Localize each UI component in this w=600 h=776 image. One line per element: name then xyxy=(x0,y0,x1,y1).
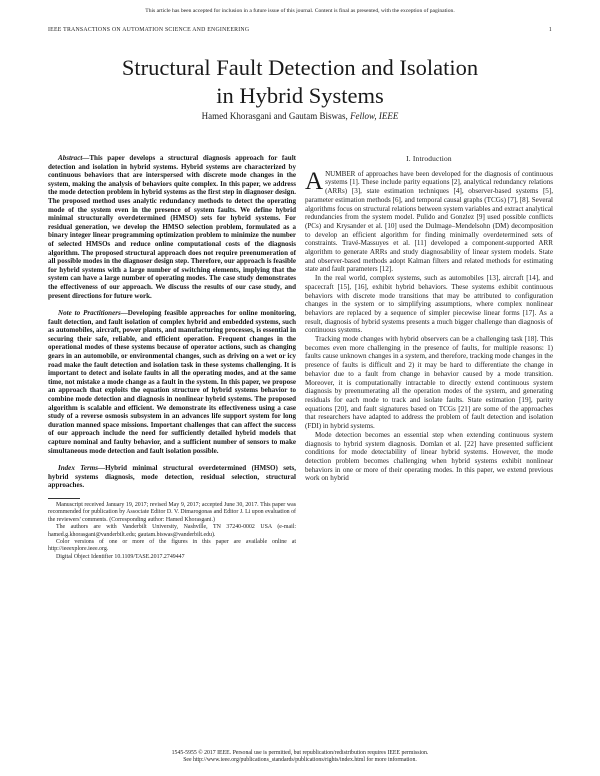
index-terms-label: Index Terms— xyxy=(58,464,106,473)
footnote-color: Color versions of one or more of the figures in this paper are available online at http://ieeexplore.ieee.org. xyxy=(48,539,296,553)
abstract-text: This paper develops a structural diagnosis approach for fault detection and isolation in hybrid systems. Hybrid systems are characterized by continuous behaviors that are interspersed with discrete mode changes in the system, making the analysis of behaviors quite complex. In this paper, we address the mode detection problem in hybrid systems as the first step in diagnoser design. The proposed method uses analytic redundancy methods to detect the operating mode of the system even in the presence of system faults. We define hybrid minimal structurally overdetermined (HMSO) sets for hybrid systems. For residual generation, we develop the HMSO selection problem, formulated as a binary integer linear programming optimization problem to minimize the number of selected HMSOs and reduce online computational costs of the diagnosis algorithm. The proposed structural approach does not require preenumeration of all possible modes in the diagnoser design step. Therefore, our approach is feasible for hybrid systems with a large number of switching elements, implying that the system can have a large number of operating modes. The case study demonstrates the effectiveness of our approach. We discuss the results of our case study, and present directions for future work. xyxy=(48,154,296,300)
right-column xyxy=(305,154,553,483)
intro-paragraph-3: Tracking mode changes with hybrid observers can be a challenging task [18]. This becomes even more challenging in the presence of faults, for multiple reasons: 1) faults cause unknown changes in a system, and therefore, tracking mode changes in the presence of faults is difficult and 2) it may be hard to differentiate the change in behavior due to a fault from change in behavior caused by a mode transition. Moreover, it is computationally intractable to directly extend continuous system diagnosis by preenumerating all the operation modes of the system, and generating residuals for each mode to track and isolate faults. State estimation [19], parity equations [20], and fault signatures based on TCGs [21] are some of the approaches that researchers have adapted to address the problem of fault detection and isolation (FDI) in hybrid systems. xyxy=(305,335,553,431)
paper-title xyxy=(48,54,552,110)
note-text: —Developing feasible approaches for online monitoring, fault detection, and fault isolation of complex hybrid and embedded systems, such as automobiles, aircraft, power plants, and manufacturing processes, is essential in securing their safe, reliable, and efficient operation. Frequent changes in the operational modes of these systems because of operator actions, such as changing gears in an automobile, or environmental changes, such as driving on a wet or icy road make the fault detection and isolation task in these systems challenging. It is important to detect and isolate faults in all the operating modes, and at the same time, not mistake a mode change as a fault in the system. In this paper, we propose an approach that exploits the equation structure of hybrid systems behavior to combine mode detection and diagnosis in nonlinear hybrid systems. The proposed algorithm is scalable and efficient. We demonstrate its effectiveness using a case study of a reverse osmosis subsystem in an advances life support system for long duration manned space missions. Important challenges that can affect the success of our approach include the need for sufficiently detailed hybrid models that capture nominal and faulty behavior, and a sufficient number of sensors to make simultaneous mode detection and fault isolation possible. xyxy=(48,309,296,455)
left-column xyxy=(48,154,296,561)
footnotes xyxy=(48,498,296,561)
intro-paragraph-2: In the real world, complex systems, such as automobiles [13], aircraft [14], and spacecraft [15], [16], exhibit hybrid behaviors. These systems exhibit continuous behaviors with discrete mode transitions that may be attributed to configuration changes in the system or to simplifying assumptions, where complex nonlinear behaviors are replaced by a sequence of simpler piecewise linear forms [17]. As a result, diagnosis of hybrid systems presents a much bigger challenge than diagnosis of continuous systems. xyxy=(305,274,553,335)
author-honor: Fellow, IEEE xyxy=(350,111,399,121)
title-line-1: Structural Fault Detection and Isolation xyxy=(121,55,479,80)
footnote-doi: Digital Object Identifier 10.1109/TASE.2017.2749447 xyxy=(56,553,185,560)
intro-lead-word: NUMBER xyxy=(325,169,356,178)
footnote-rule xyxy=(48,498,80,499)
abstract xyxy=(48,154,296,300)
author-names: Hamed Khorasgani and Gautam Biswas, xyxy=(201,111,348,121)
abstract-label: Abstract— xyxy=(58,154,90,162)
copyright-line-1: 1545-5955 © 2017 IEEE. Personal use is permitted, but republication/redistribution requires IEEE permission. xyxy=(171,750,429,756)
journal-name: IEEE TRANSACTIONS ON AUTOMATION SCIENCE AND ENGINEERING xyxy=(48,27,250,33)
index-terms-text: Hybrid minimal structural overdetermined (HMSO) sets, hybrid systems diagnosis, mode detection, residual selection, structural approaches. xyxy=(48,464,296,490)
title-line-2: in Hybrid Systems xyxy=(216,83,384,108)
author-line xyxy=(48,111,552,121)
intro-paragraph-1-text: of approaches have been developed for the diagnosis of continuous systems [1]. These include parity equations [2], analytical redundancy relations (ARRs) [3], state estimation techniques [4], observer-based systems [5], parameter estimation methods [6], and temporal causal graphs (TCGs) [7], [8]. Several algorithms focus on structural relations between system variables and extract analytical redundancies from the system model. Pulido and Gonzlez [9] used possible conflicts (PCs) and Krysander et al. [10] used the Dulmage–Mendelsohn (DM) decomposition to develop an efficient algorithm for finding minimally overdetermined sets of constraints. Travé-Massuyes et al. [11] developed a component-supported ARR algorithm to generate ARRs and study diagnosability of linear system models. State and observer-based methods adopt Kalman filters and related methods for estimating state and fault parameters [12]. xyxy=(305,169,553,274)
drop-cap: A xyxy=(305,167,324,195)
acceptance-notice: This article has been accepted for inclusion in a future issue of this journal. Content is final as presented, with the exception of pagination. xyxy=(145,8,455,14)
index-terms xyxy=(48,464,296,490)
running-head xyxy=(48,27,552,33)
intro-paragraph-1 xyxy=(305,167,553,274)
footnote-affiliation: The authors are with Vanderbilt University, Nashville, TN 37240-0002 USA (e-mail: hamed.g.khorasgani@vanderbilt.edu; gautam.biswas@vanderbilt.edu). xyxy=(48,524,296,538)
copyright-notice xyxy=(0,750,600,764)
footnote-manuscript: Manuscript received January 19, 2017; revised May 9, 2017; accepted June 30, 2017. This paper was recommended for publication by Associate Editor D. V. Dimarogonas and Editor J. Li upon evaluation of the reviewers' comments. (Corresponding author: Hamed Khorasgani.) xyxy=(48,501,296,523)
note-to-practitioners xyxy=(48,309,296,455)
copyright-line-2: See http://www.ieee.org/publications_standards/publications/rights/index.html for more information. xyxy=(183,757,417,764)
note-label: Note to Practitioners xyxy=(58,309,121,318)
intro-paragraph-4: Mode detection becomes an essential step when extending continuous system diagnosis to hybrid system diagnosis. Domlan et al. [22] have presented sufficient conditions for mode detectability of linear hybrid systems. However, the mode detection problem becomes challenging when hybrid systems exhibit nonlinear behaviors in one or more of their operating modes. In this paper, we extend previous work on hybrid xyxy=(305,430,553,483)
page-number: 1 xyxy=(548,27,552,33)
section-heading-introduction: I. Introduction xyxy=(406,154,452,163)
